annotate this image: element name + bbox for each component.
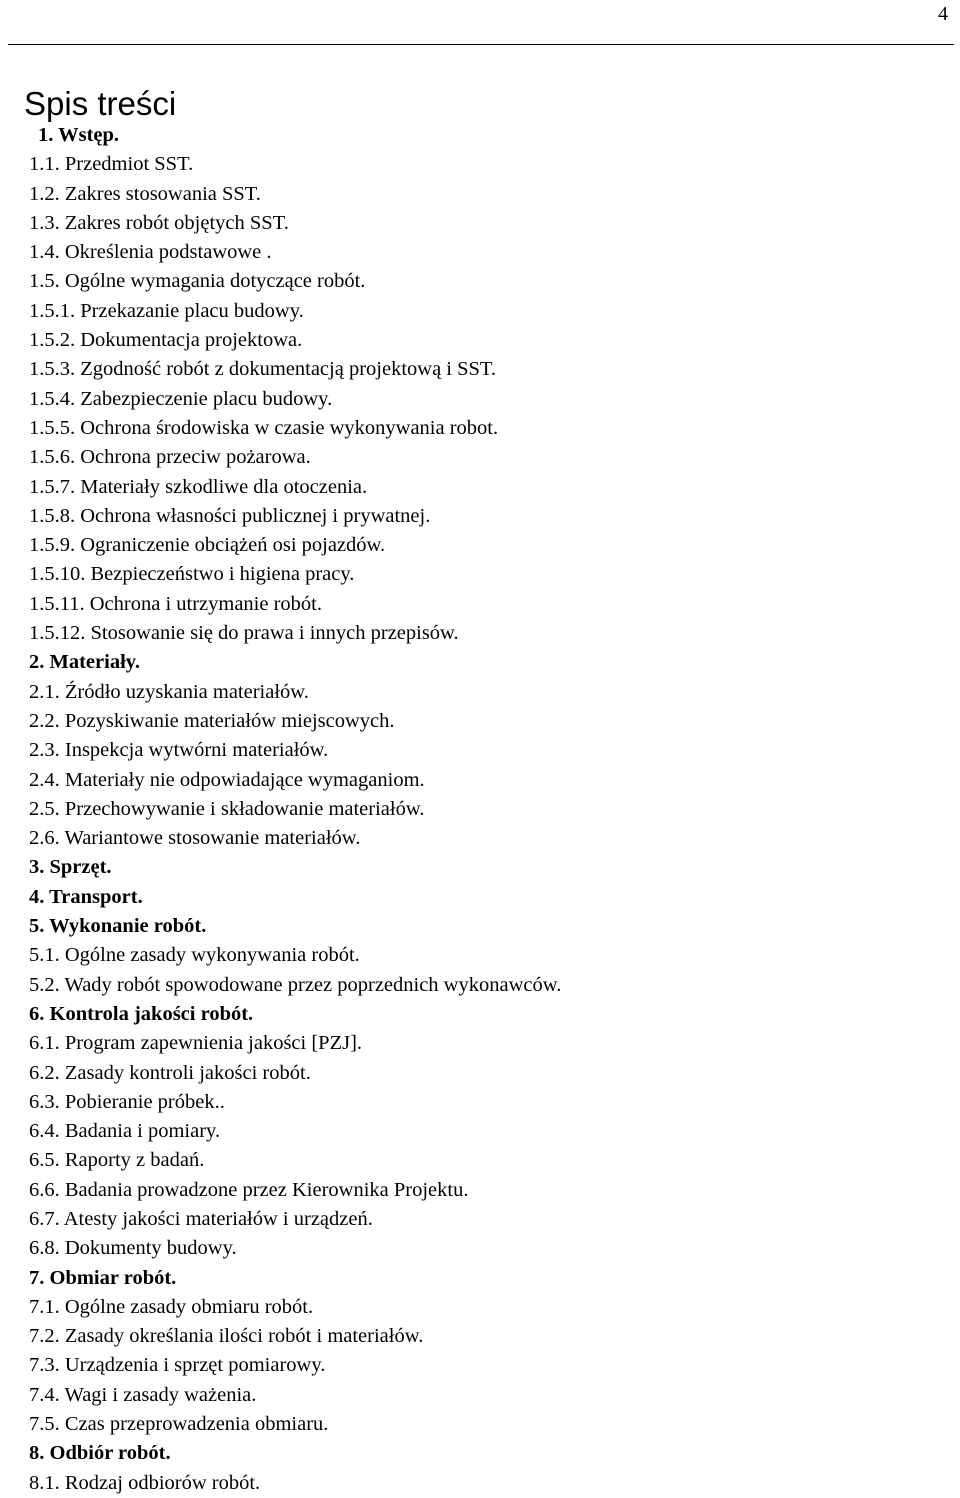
toc-entry: 1.5.5. Ochrona środowiska w czasie wykonywania robot. <box>29 416 499 439</box>
toc-entry: 2.3. Inspekcja wytwórni materiałów. <box>29 739 329 762</box>
toc-title: Spis treści <box>24 85 177 122</box>
toc-entry: 1.5.4. Zabezpieczenie placu budowy. <box>29 387 333 410</box>
header-rule <box>8 44 954 45</box>
toc-entry: 2.5. Przechowywanie i składowanie materiałów. <box>29 797 425 820</box>
toc-entry: 1.5.3. Zgodność robót z dokumentacją projektową i SST. <box>29 358 497 381</box>
toc-entry: 5.2. Wady robót spowodowane przez poprzednich wykonawców. <box>29 973 562 996</box>
toc-section-heading: 3. Sprzęt. <box>29 856 112 879</box>
toc-entry: 1.5.12. Stosowanie się do prawa i innych przepisów. <box>29 622 459 645</box>
toc-entry: 8.1. Rodzaj odbiorów robót. <box>29 1471 261 1494</box>
toc-entry: 1.2. Zakres stosowania SST. <box>29 182 261 205</box>
toc-entry: 1.4. Określenia podstawowe . <box>29 241 272 264</box>
toc-entry: 1.5.6. Ochrona przeciw pożarowa. <box>29 446 311 469</box>
toc-entry: 6.1. Program zapewnienia jakości [PZJ]. <box>29 1032 363 1055</box>
toc-entry: 1.5. Ogólne wymagania dotyczące robót. <box>29 270 366 293</box>
toc-entry: 1.1. Przedmiot SST. <box>29 153 194 176</box>
toc-section-heading: 6. Kontrola jakości robót. <box>29 1002 254 1025</box>
toc-entry: 2.4. Materiały nie odpowiadające wymaganiom. <box>29 768 425 791</box>
toc-entry: 7.3. Urządzenia i sprzęt pomiarowy. <box>29 1354 326 1377</box>
toc-entry: 6.7. Atesty jakości materiałów i urządzeń. <box>29 1207 373 1230</box>
toc-entry: 6.8. Dokumenty budowy. <box>29 1237 237 1260</box>
toc-entry: 1.3. Zakres robót objętych SST. <box>29 211 289 234</box>
toc-entry: 1.5.7. Materiały szkodliwe dla otoczenia. <box>29 475 368 498</box>
toc-entry: 1.5.10. Bezpieczeństwo i higiena pracy. <box>29 563 355 586</box>
toc-section-heading: 7. Obmiar robót. <box>29 1266 177 1289</box>
toc-section-heading: 4. Transport. <box>29 885 143 908</box>
toc-entry: 6.4. Badania i pomiary. <box>29 1120 221 1143</box>
toc-section-heading: 2. Materiały. <box>29 651 141 674</box>
toc-entry: 2.2. Pozyskiwanie materiałów miejscowych. <box>29 709 395 732</box>
toc-entry: 1.5.2. Dokumentacja projektowa. <box>29 329 303 352</box>
toc-entry: 6.5. Raporty z badań. <box>29 1149 205 1172</box>
toc-entry: 1.5.9. Ograniczenie obciążeń osi pojazdów. <box>29 534 386 557</box>
toc-list <box>29 121 561 1498</box>
toc-section-heading: 8. Odbiór robót. <box>29 1442 171 1465</box>
toc-entry: 6.6. Badania prowadzone przez Kierownika Projektu. <box>29 1178 469 1201</box>
toc-entry: 2.6. Wariantowe stosowanie materiałów. <box>29 827 361 850</box>
toc-entry: 6.2. Zasady kontroli jakości robót. <box>29 1061 311 1084</box>
page-number: 4 <box>938 3 948 25</box>
toc-section-heading: 1. Wstęp. <box>38 124 120 146</box>
toc-entry: 1.5.1. Przekazanie placu budowy. <box>29 299 304 322</box>
toc-entry: 7.1. Ogólne zasady obmiaru robót. <box>29 1295 314 1318</box>
toc-entry: 6.3. Pobieranie próbek.. <box>29 1090 225 1113</box>
toc-section-heading: 5. Wykonanie robót. <box>29 915 207 938</box>
toc-entry: 1.5.8. Ochrona własności publicznej i prywatnej. <box>29 504 431 527</box>
toc-entry: 1.5.11. Ochrona i utrzymanie robót. <box>29 592 322 615</box>
toc-entry: 2.1. Źródło uzyskania materiałów. <box>29 680 309 703</box>
toc-entry: 5.1. Ogólne zasady wykonywania robót. <box>29 944 360 967</box>
toc-entry: 7.4. Wagi i zasady ważenia. <box>29 1383 257 1406</box>
toc-entry: 7.2. Zasady określania ilości robót i materiałów. <box>29 1325 424 1348</box>
toc-entry: 7.5. Czas przeprowadzenia obmiaru. <box>29 1413 329 1436</box>
